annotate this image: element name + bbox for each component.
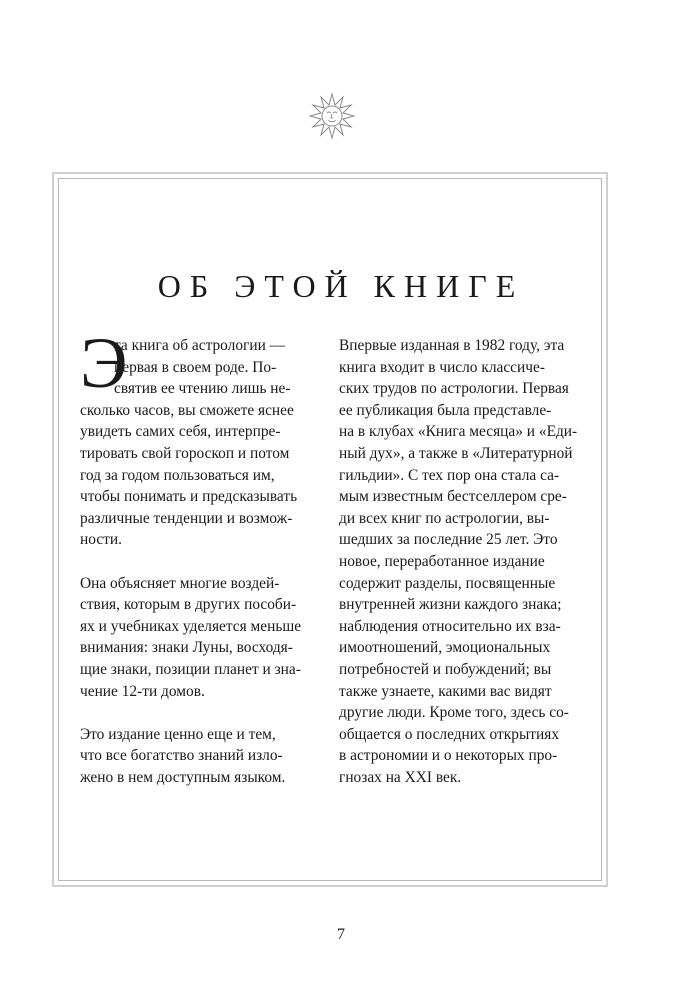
text-line: в астрономии и о некоторых про- (339, 747, 558, 765)
text-line: различные тенденции и возмож- (80, 509, 293, 527)
text-line: ее публикация была представле- (339, 401, 552, 419)
text-line: общается о последних открытиях (339, 725, 560, 743)
text-line: внутренней жизни каждого знака; (339, 596, 562, 614)
paragraph-intro (80, 323, 322, 551)
text-line: Она объясняет многие воздей- (80, 574, 280, 592)
text-line: также узнаете, какими вас видят (339, 682, 552, 700)
page-number: 7 (337, 926, 345, 943)
text-line: на в клубах «Книга месяца» и «Еди- (339, 423, 578, 441)
text-line: чтобы понимать и предсказывать (80, 488, 298, 506)
text-line: потребностей и побуждений; вы (339, 660, 552, 678)
paragraph-history (339, 335, 583, 788)
drop-cap: Э (80, 323, 128, 403)
text-line: книга входит в число классиче- (339, 358, 545, 376)
sun-face-icon (309, 93, 355, 139)
text-line: новое, переработанное издание (339, 552, 545, 570)
text-line: внимания: знаки Луны, восходя- (80, 639, 293, 657)
text-line: чение 12-ти домов. (80, 682, 205, 700)
text-line: жено в нем доступным языком. (80, 768, 286, 786)
text-line: сколько часов, вы сможете яснее (80, 401, 294, 419)
text-line: имоотношений, эмоциональных (339, 639, 551, 657)
text-line: ности. (80, 531, 122, 549)
text-line: содержит разделы, посвященные (339, 574, 556, 592)
paragraph-influences (80, 573, 322, 703)
text-line: увидеть самих себя, интерпре- (80, 423, 281, 441)
paragraph-value (80, 724, 322, 789)
text-line: Это издание ценно еще и тем, (80, 725, 276, 743)
text-line: первая в своем роде. По- (114, 358, 277, 376)
right-column (339, 335, 583, 810)
text-line: шедших за последние 25 лет. Это (339, 531, 558, 549)
text-line: наблюдения относительно их вза- (339, 617, 561, 635)
chapter-title: ОБ ЭТОЙ КНИГЕ (157, 268, 525, 304)
text-line: ских трудов по астрологии. Первая (339, 380, 569, 398)
text-line: мым известным бестселлером сре- (339, 488, 567, 506)
text-line: другие люди. Кроме того, здесь со- (339, 704, 569, 722)
text-line: тировать свой гороскоп и потом (80, 444, 290, 462)
text-line: ствия, которым в других пособи- (80, 596, 297, 614)
text-line: щие знаки, позиции планет и зна- (80, 660, 301, 678)
text-line: ди всех книг по астрологии, вы- (339, 509, 550, 527)
text-line: ный дух», а также в «Литературной (339, 444, 573, 462)
text-line: гнозах на XXI век. (339, 768, 462, 786)
text-line: что все богатство знаний изло- (80, 747, 283, 765)
text-line: гильдии». С тех пор она стала са- (339, 466, 560, 484)
text-line: год за годом пользоваться им, (80, 466, 275, 484)
text-line: ях и учебниках уделяется меньше (80, 617, 302, 635)
left-column (80, 323, 322, 810)
text-line: Впервые изданная в 1982 году, эта (339, 337, 565, 354)
text-line: та книга об астрологии — (114, 337, 286, 354)
text-line: святив ее чтению лишь не- (114, 380, 291, 398)
